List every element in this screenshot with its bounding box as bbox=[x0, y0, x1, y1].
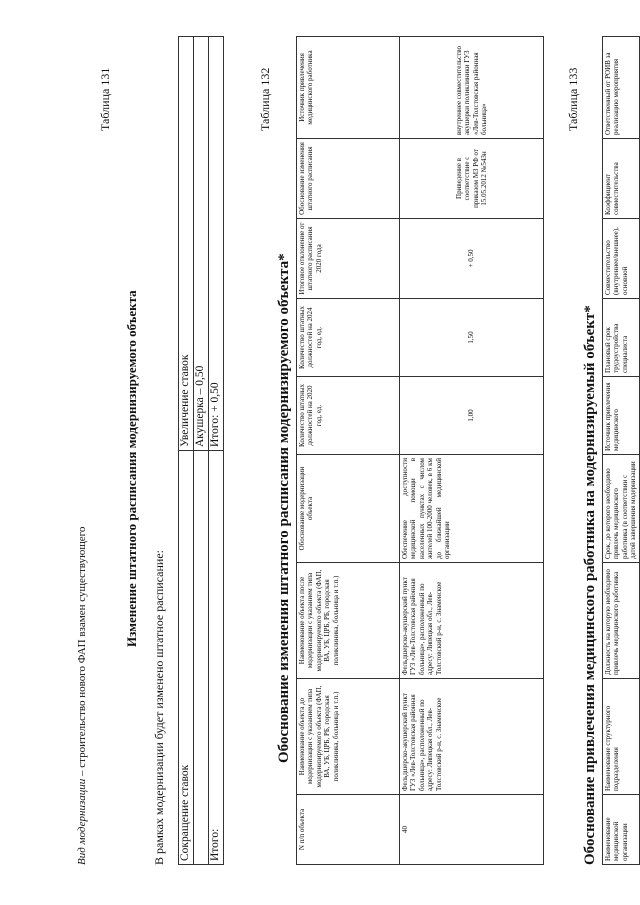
header-cell-after: Наименование объекта после модернизации с указанием типа модернизируемого объекта (ФАП, ВА, УБ, ЦРБ, РБ, городская поликлиника, больница и т.п.) bbox=[297, 563, 400, 679]
table-cell bbox=[194, 451, 209, 865]
table-131-number: Таблица 131 bbox=[98, 67, 112, 131]
table-cell: Акушерка – 0,50 bbox=[194, 37, 209, 451]
header-cell-num: N п/п объекта bbox=[297, 795, 400, 865]
table-132-number: Таблица 132 bbox=[258, 67, 272, 131]
header-cell-reason: Обоснование модернизации объекта bbox=[297, 455, 400, 563]
table-cell: Итого: + 0,50 bbox=[209, 37, 224, 451]
table-132 bbox=[296, 36, 544, 865]
header-cell-count-2020: Количество штатных должностей на 2020 год, ед. bbox=[297, 377, 400, 455]
table-row bbox=[179, 37, 194, 865]
table-cell-reason: Обеспечение доступности медицинской помощи в населенных пунктах с числом жителей 100-2000 человек, в 6 км до ближайшей медицинской организации bbox=[400, 455, 544, 563]
table-131 bbox=[178, 36, 224, 865]
table-cell-before: Фельдшерско-акушерский пункт ГУЗ «Лев-Толстовская районная больница», расположенный по адресу: Липецкая обл., Лев-Толстовский р-н, с. Знаменское bbox=[400, 679, 544, 795]
header-cell-employment-term: Плановый срок трудоустройства специалиста bbox=[603, 299, 640, 377]
header-cell-position: Должность на которую необходимо привлечь медицинского работника bbox=[603, 563, 640, 679]
header-cell-justification: Обоснование изменения штатного расписания bbox=[297, 139, 400, 219]
header-cell-count-2024: Количество штатных должностей на 2024 год, ед. bbox=[297, 299, 400, 377]
table-row bbox=[400, 37, 544, 865]
header-cell-source: Источник привлечения медицинского bbox=[603, 377, 640, 455]
table-cell-count-2020: 1,00 bbox=[400, 377, 544, 455]
table-cell: Увеличение ставок bbox=[179, 37, 194, 451]
header-cell-unit: Наименование структурного подразделения bbox=[603, 679, 640, 795]
header-cell-before: Наименование объекта до модернизации с указанием типа модернизируемого объекта (ФАП, ВА, УБ, ЦРБ, РБ, городская поликлиника, больница и т.п.) bbox=[297, 679, 400, 795]
table-header-row bbox=[297, 37, 400, 865]
modernization-type-text: – строительство нового ФАП взамен существующего bbox=[76, 526, 88, 779]
modernization-type-label: Вид модернизации bbox=[76, 778, 88, 865]
table-cell: Итого: bbox=[209, 451, 224, 865]
table-133-title: Обоснование привлечения медицинского работника на модернизируемый объект* bbox=[582, 305, 598, 865]
header-cell-deadline: Срок, до которого необходимо привлечь медицинского работника (в соответствии с датой завершения модернизации bbox=[603, 455, 640, 563]
table-cell-after: Фельдшерско-акушерский пункт ГУЗ «Лев-Толстовская районная больница», расположенный по адресу: Липецкая обл., Лев-Толстовский р-н, с. Знаменское bbox=[400, 563, 544, 679]
table-cell-justification: Приведение в соответствие с приказом МЗ РФ от 15.05.2012 №543н bbox=[400, 139, 544, 219]
table-row bbox=[194, 37, 209, 865]
table-row bbox=[209, 37, 224, 865]
header-cell-org: Наименование медицинской организации bbox=[603, 795, 640, 865]
table-cell-deviation: + 0,50 bbox=[400, 219, 544, 299]
table-133-number: Таблица 133 bbox=[566, 67, 580, 131]
table-131-title: Изменение штатного расписания модернизируемого объекта bbox=[124, 290, 139, 647]
table-131-subtitle: В рамках модернизации будет изменено штатное расписание: bbox=[152, 550, 166, 865]
header-cell-responsible: Ответственный от РОИВ за реализацию мероприятия bbox=[603, 37, 640, 139]
table-133 bbox=[602, 36, 640, 865]
header-cell-source: Источник привлечения медицинского работника bbox=[297, 37, 400, 139]
table-cell-num: 40 bbox=[400, 795, 544, 865]
modernization-type-line bbox=[76, 527, 88, 865]
table-cell-source: внутреннее совместительство акушерки поликлиники ГУЗ «Лев-Толстовская районная больница» bbox=[400, 37, 544, 139]
header-cell-combination: Совместительство (внутреннее/внешнее), основной bbox=[603, 219, 640, 299]
table-cell-count-2024: 1,50 bbox=[400, 299, 544, 377]
header-cell-coefficient: Коэффициент совместительства bbox=[603, 139, 640, 219]
table-cell: Сокращение ставок bbox=[179, 451, 194, 865]
table-132-title: Обоснование изменения штатного расписания модернизируемого объекта* bbox=[276, 253, 292, 763]
header-cell-deviation: Итоговое отклонение от штатного расписания 2020 года bbox=[297, 219, 400, 299]
table-header-row bbox=[603, 37, 640, 865]
